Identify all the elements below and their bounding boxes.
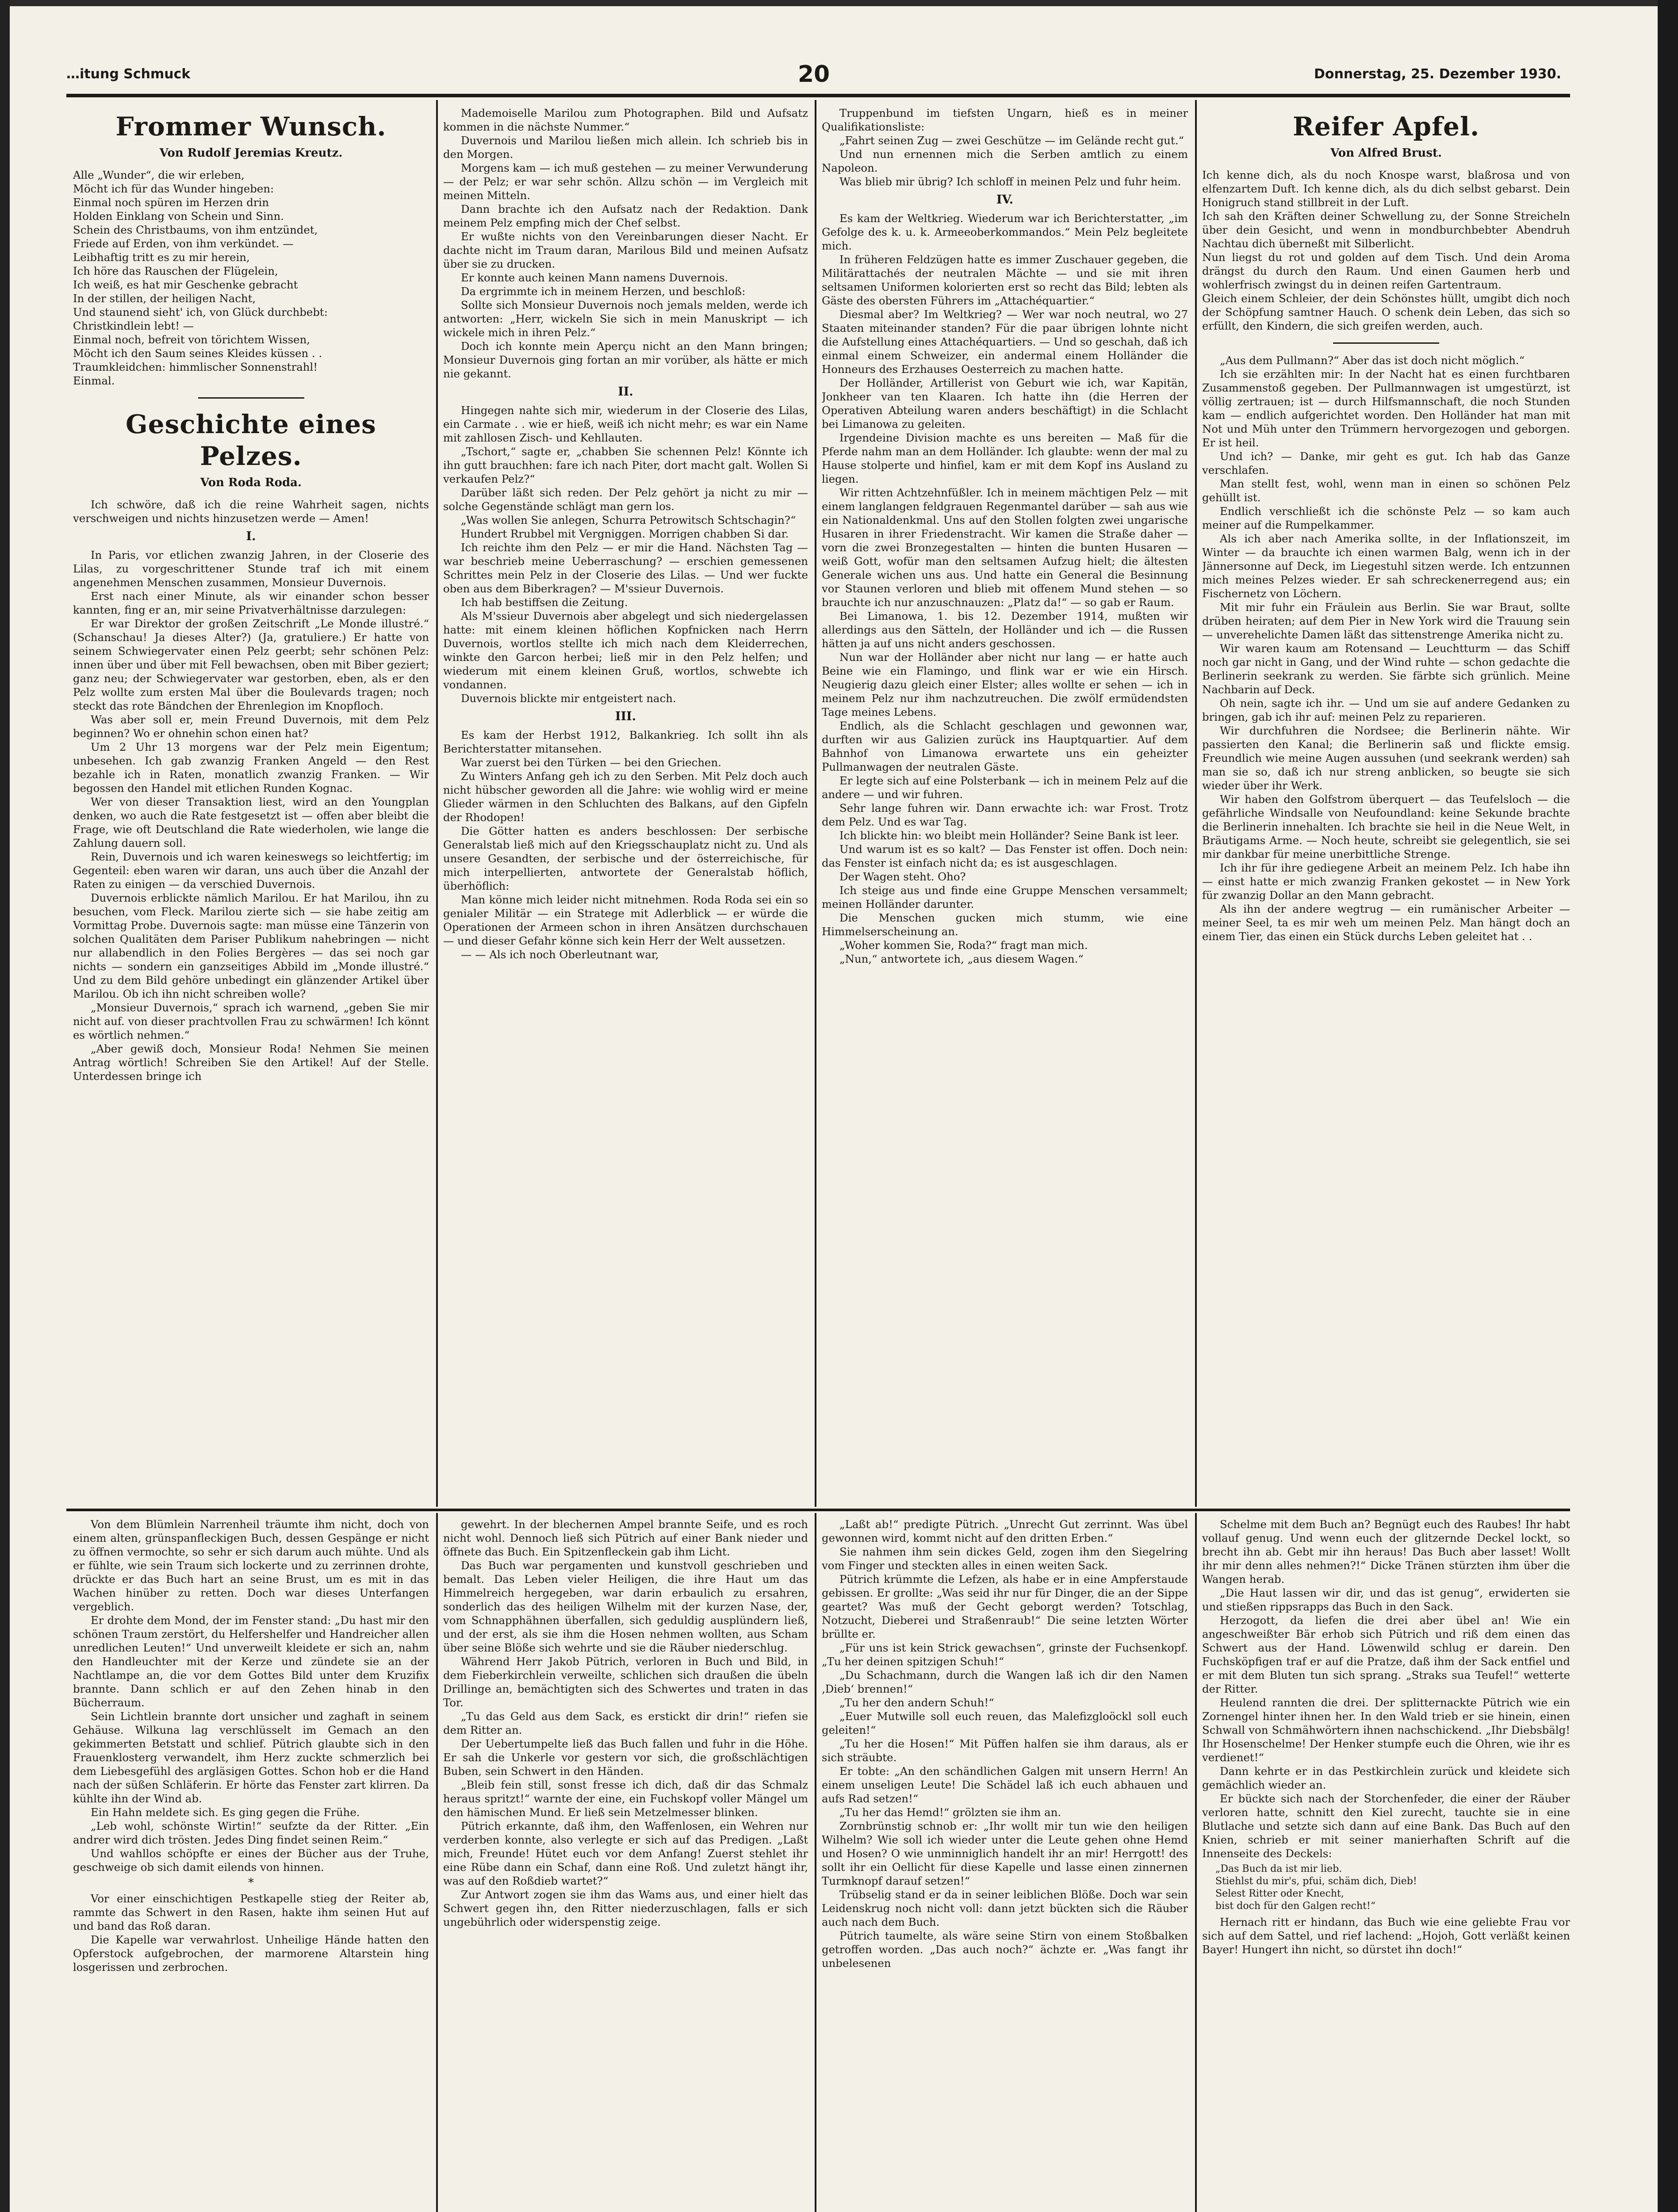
verse-line: „Das Buch da ist mir lieb.: [1215, 1863, 1342, 1874]
column-2: [443, 106, 808, 1504]
paragraph: Er konnte auch keinen Mann namens Duvernois.: [461, 271, 728, 284]
section-star: *: [248, 1876, 254, 1889]
paragraph: Erst nach einer Minute, als wir einander schon besser kannten, fing er an, mir seine Privatverhältnisse darzulegen:: [73, 590, 429, 616]
paragraph: Man stellt fest, wohl, wenn man in einen so schönen Pelz gehüllt ist.: [1202, 477, 1570, 504]
paragraph: Oh nein, sagte ich ihr. — Und um sie auf andere Gedanken zu bringen, gab ich ihr auf: meinen Pelz zu reparieren.: [1202, 697, 1570, 723]
paragraph: Pütrich taumelte, als wäre seine Stirn von einem Stoßbalken getroffen worden. „Das auch noch?“ ächzte er. „Was fangt ihr unbelesenen: [822, 1929, 1188, 1970]
lower-paragraphs: [443, 1517, 808, 1929]
paragraph: Die Menschen gucken mich stumm, wie eine Himmelserscheinung an.: [822, 911, 1188, 938]
column-divider: [1195, 100, 1197, 1507]
paragraph: Morgens kam — ich muß gestehen — zu meiner Verwunderung — der Pelz; er war sehr schön. Allzu schön — im Vergleich mit meinen Mitteln.: [443, 161, 808, 202]
paragraph: „Aus dem Pullmann?“ Aber das ist doch nicht möglich.“: [1220, 354, 1525, 367]
paragraph: Von dem Blümlein Narrenheil träumte ihm nicht, doch von einem alten, grünspanfleckigen Buch, dessen Gespänge er nicht zu öffnen vermochte, so sehr er sich darum auch mühte. Und als er fühlte, wie sein Traum sich lockerte und zu zerrinnen drohte, drückte er das Buch hart an seine Brust, um es mit in das Wachen hinüber zu retten. Doch war dieses Unterfangen vergeblich.: [73, 1518, 429, 1613]
paragraph: Als ich aber nach Amerika sollte, in der Inflationszeit, im Winter — da brauchte ich einen warmen Balg, wenn ich in der Jännersonne auf Deck, im Liegestuhl sitzen werde. Ich entzunnen mich meines Pelzes wieder. Er sah schreckenerregend aus; ein Fischernetz von Löchern.: [1202, 532, 1570, 600]
paragraph: Darüber läßt sich reden. Der Pelz gehört ja nicht zu mir — solche Gegenstände schlägt man gern los.: [443, 486, 808, 513]
paragraph: Da ergrimmte ich in meinem Herzen, und beschloß:: [461, 285, 746, 298]
verse-line: Einmal noch, befreit von törichtem Wissen,: [73, 333, 310, 346]
paragraph: Herzogott, da liefen die drei aber übel an! Wie ein angeschweißter Bär erhob sich Pütrich und riß dem einen das Schwert aus der Hand. Löwenwild schlug er darein. Den Fuchsköpfigen traf er auf die Pratze, daß ihm der Sack entfiel und er mit dem Bluten tun sich sprang. „Straks sua Teufel!“ wetterte der Ritter.: [1202, 1614, 1570, 1695]
paragraph: „Leb wohl, schönste Wirtin!“ seufzte da der Ritter. „Ein andrer wird dich trösten. Jedes Ding findet seinen Reim.“: [73, 1820, 429, 1846]
paragraph: Doch ich konnte mein Aperçu nicht an den Mann bringen; Monsieur Duvernois ging fortan an mir vorüber, als hätte er mich nie gekannt.: [443, 340, 808, 380]
paragraph: „Nun,“ antwortete ich, „aus diesem Wagen.“: [839, 952, 1084, 965]
paragraph: Wir ritten Achtzehnfüßler. Ich in meinem mächtigen Pelz — mit einem langlangen feldgrauen Regenmantel darüber — sah aus wie ein Nationaldenkmal. Uns auf den Stollen folgten zwei ungarische Husaren in ihrer Friedenstracht. Wir kamen die Straße daher — vorn die zwei Bronzegestalten — hinten die bunten Husaren — weiß Gott, wofür man den seltsamen Aufzug hielt; die ältesten Generale wichen uns aus. Und hatte ein General die Besinnung vor Staunen verloren und blieb mit offenem Mund stehen — so brauchte ich nur anzuschnauzen: „Platz da!“ — so gab er Raum.: [822, 486, 1188, 609]
paragraph: Als ihn der andere wegtrug — ein rumänischer Arbeiter — meiner Seel, ta es mir weh um meinen Pelz. Man hängt doch an einem Tier, das einen ein Stück durchs Leben geleitet hat . .: [1202, 902, 1570, 943]
paragraph: Der Holländer, Artillerist von Geburt wie ich, war Kapitän, Jonkheer van ten Klaaren. Ich hatte ihn (die Herren der Operativen Abteilung waren anders beschäftigt) in die Schlacht bei Limanowa zu geleiten.: [822, 376, 1188, 430]
paragraph: In Paris, vor etlichen zwanzig Jahren, in der Closerie des Lilas, zu vorgeschrittener Stunde traf ich mit einem angenehmen Menschen zusammen, Monsieur Duvernois.: [73, 549, 429, 589]
verse-line: Christkindlein lebt! —: [73, 319, 194, 332]
paragraph: Ich ihr für ihre gediegene Arbeit an meinem Pelz. Ich habe ihn — einst hatte er mich zwanzig Franken gekostet — in New York für zwanzig Dollar an den Mann gebracht.: [1202, 861, 1570, 902]
section-number: III.: [615, 710, 636, 723]
paragraph: Zu Winters Anfang geh ich zu den Serben. Mit Pelz doch auch nicht hübscher geworden all die Jahre: wie wohlig wird er meine Glieder wärmen in den Schluchten des Balkans, auf den Gipfeln der Rhodopen!: [443, 770, 808, 824]
lower-paragraphs: [1202, 1915, 1570, 1956]
paragraph: Er drohte dem Mond, der im Fenster stand: „Du hast mir den schönen Traum zerstört, du Helfershelfer und Handreicher allen unredlichen Leuten!“ Und unverweilt kleidete er sich an, nahm den Handleuchter mit der Kerze und zündete sie an der Nachtlampe an, die vor dem Gottes Bild unter dem Kruzifix brannte. Dann schlich er auf den Zehen hinab in den Bücherraum.: [73, 1614, 429, 1709]
verse-line: bist doch für den Galgen recht!“: [1215, 1901, 1376, 1912]
story1-paragraphs: [443, 728, 808, 961]
paragraph: Trübselig stand er da in seiner leiblichen Blöße. Doch war sein Leidenskrug noch nicht voll: dann jetzt bückten sich die Räuber auch nach dem Buch.: [822, 1888, 1188, 1928]
paragraph: Nun war der Holländer aber nicht nur lang — er hatte auch Beine wie ein Flamingo, und flink war er wie ein Hirsch. Neugierig dazu gleich einer Elster; alles wollte er sehen — ich in meinem Pelz nur ihm nachzutreuchen. Die zwölf ermüdendsten Tage meines Lebens.: [822, 651, 1188, 718]
paragraph: Sehr lange fuhren wir. Dann erwachte ich: war Frost. Trotz dem Pelz. Und es war Tag.: [822, 802, 1188, 828]
paragraph: Was aber soll er, mein Freund Duvernois, mit dem Pelz beginnen? Wo er ohnehin schon einen hat?: [73, 713, 429, 740]
story1-paragraphs: [443, 106, 808, 380]
paragraph: Truppenbund im tiefsten Ungarn, hieß es in meiner Qualifikationsliste:: [822, 107, 1188, 133]
section-number: IV.: [996, 193, 1014, 207]
paragraph: „Für uns ist kein Strick gewachsen“, grinste der Fuchsenkopf. „Tu her deinen spitzigen Schuh!“: [822, 1641, 1188, 1668]
paragraph: Hernach ritt er hindann, das Buch wie eine geliebte Frau vor sich auf dem Sattel, und rief lachend: „Hojoh, Gott verläßt keinen Bayer! Hungert ihn nicht, so dürstet ihn doch!“: [1202, 1916, 1570, 1956]
paragraph: Hingegen nahte sich mir, wiederum in der Closerie des Lilas, ein Carmate . . wie er hieß, weiß ich nicht mehr; es war ein Name mit zahllosen Zisch- und Kehllauten.: [443, 404, 808, 444]
paragraph: Wer von dieser Transaktion liest, wird an den Youngplan denken, wo auch die Rate festgesetzt ist — offen aber bleibt die Frage, wie oft Deutschland die Rate wiederholen, wie lange die Zahlung dauern soll.: [73, 795, 429, 849]
paragraph: Bei Limanowa, 1. bis 12. Dezember 1914, mußten wir allerdings aus den Sätteln, der Holländer und ich — die Russen hätten ja auf uns nicht anders geschossen.: [822, 610, 1188, 650]
running-head: [66, 61, 1561, 97]
paragraph: Zur Antwort zogen sie ihm das Wams aus, und einer hielt das Schwert gegen ihn, den Ritter niederzuschlagen, falls er sich ungebührlich oder widerspenstig zeige.: [443, 1888, 808, 1928]
lower-paragraphs: [73, 1517, 429, 1874]
column-1: [73, 106, 429, 1504]
story1-paragraphs: [1202, 353, 1570, 943]
paragraph: „Woher kommen Sie, Roda?“ fragt man mich.: [839, 939, 1088, 952]
paragraph: Duvernois blickte mir entgeistert nach.: [461, 692, 676, 705]
poem-lines: [73, 168, 429, 388]
story2-paragraphs: [1202, 168, 1570, 333]
paragraph: Nun liegst du rot und golden auf dem Tisch. Und dein Aroma drängst du durch den Raum. Und einen Gaumen herb und wohlerfrisch zwingst du in deinen reifen Gartentraum.: [1202, 251, 1570, 291]
paragraph: Mademoiselle Marilou zum Photographen. Bild und Aufsatz kommen in die nächste Nummer.“: [443, 107, 808, 133]
verse-line: Holden Einklang von Schein und Sinn.: [73, 210, 284, 223]
verse-line: Einmal noch spüren im Herzen drin: [73, 196, 269, 209]
scan-edge-top: [0, 0, 1678, 6]
paragraph: Er bückte sich nach der Storchenfeder, die einer der Räuber verloren hatte, schnitt den Kiel zurecht, tauchte sie in eine Blutlache und setzte sich dann auf eine Bank. Das Buch auf den Knien, schrieb er mit seiner manierhaften Schrift auf die Innenseite des Deckels:: [1202, 1792, 1570, 1860]
verse-line: Ich höre das Rauschen der Flügelein,: [73, 265, 278, 277]
paragraph: „Tschort,“ sagte er, „chabben Sie schennen Pelz! Könnte ich ihn gutt brauchhen: fare ich nach Piter, dort macht galt. Wollen Si verkaufen Pelz?“: [443, 445, 808, 485]
paragraph: „Die Haut lassen wir dir, und das ist genug“, erwiderten sie und stießen rippsrapps das Buch in den Sack.: [1202, 1586, 1570, 1613]
issue-date: Donnerstag, 25. Dezember 1930.: [1314, 66, 1561, 82]
paragraph: Wir durchfuhren die Nordsee; die Berlinerin nähte. Wir passierten den Kanal; die Berlinerin saß und flickte emsig. Freundlich wie meine Augen aussuhen (und seekrank werden) sah man sie so, daß ich nur streng anblicken, so beugte sie sich wieder über ihr Werk.: [1202, 724, 1570, 792]
paragraph: „Was wollen Sie anlegen, Schurra Petrowitsch Schtschagin?“: [461, 514, 796, 526]
verse-line: Leibhaftig tritt es zu mir herein,: [73, 251, 250, 264]
scan-edge-left: [0, 0, 10, 2212]
paragraph: Ich sie erzählten mir: In der Nacht hat es einen furchtbaren Zusammenstoß gegeben. Der Pullmannwagen ist umgestürzt, ist völlig zertrauen; ist — durch Hilfsmannschaft, die noch Stunden kam — endlich aufgerichtet worden. Den Holländer hat man mit Not und Müh unter den Trümmern hervorgezogen und geborgen. Er ist heil.: [1202, 368, 1570, 449]
poem-title: Frommer Wunsch.: [115, 111, 387, 142]
story1-paragraphs: [822, 106, 1188, 188]
paragraph: „Tu das Geld aus dem Sack, es erstickt dir drin!“ riefen sie dem Ritter an.: [443, 1710, 808, 1736]
column-divider: [815, 100, 816, 1507]
verse-line: Schein des Christbaums, von ihm entzündet,: [73, 223, 318, 236]
story1-paragraphs: [73, 548, 429, 1083]
verse-line: Einmal.: [73, 374, 115, 387]
paragraph: Pütrich erkannte, daß ihm, den Waffenlosen, ein Wehren nur verderben konnte, also verlegte er sich auf das Predigen. „Laßt mich, Freunde! Hütet euch vor dem Anfang! Zuerst stehlet ihr eine Rübe dann ein Schaf, dann eine Roß. Und zuletzt hängt ihr, was auf den Roßdieb wartet?“: [443, 1820, 808, 1887]
paragraph: Und warum ist es so kalt? — Das Fenster ist offen. Doch nein: das Fenster ist einfach nicht da; es ist ausgeschlagen.: [822, 843, 1188, 869]
paragraph: Dann brachte ich den Aufsatz nach der Redaktion. Dank meinem Pelz empfing mich der Chef selbst.: [443, 203, 808, 229]
paragraph: Die Götter hatten es anders beschlossen: Der serbische Generalstab ließ mich auf den Kriegsschauplatz nicht zu. Und als unsere Gesandten, der serbische und der österreichische, für mich interpellierten, antwortete der Generalstab höflich, überhöflich:: [443, 825, 808, 892]
paragraph: Und wahllos schöpfte er eines der Bücher aus der Truhe, geschweige ob sich damit eilends von hinnen.: [73, 1847, 429, 1874]
paragraph: Sein Lichtlein brannte dort unsicher und zaghaft in seinem Gehäuse. Wilkuna lag verschlüsselt im Gemach an den gekimmerten Betstatt und schlief. Pütrich glaubte sich in den Frauenklosterg verwandelt, ihm Herz zuckte schmerzlich bei dem Liebesgefühl des argläsigen Gottes. Schon hob er die Hand nach der süßen Schläferin. Er hörte das Fenster zart klirren. Da kühlte ihn der Wind ab.: [73, 1710, 429, 1805]
paragraph: Sollte sich Monsieur Duvernois noch jemals melden, werde ich antworten: „Herr, wickeln Sie sich in mein Manuskript — ich wickele mich in ihren Pelz.“: [443, 299, 808, 339]
paragraph: „Fahrt seinen Zug — zwei Geschütze — im Gelände recht gut.“: [839, 134, 1184, 147]
poem-byline: Von Rudolf Jeremias Kreutz.: [159, 146, 343, 160]
paragraph: Er war Direktor der großen Zeitschrift „Le Monde illustré.“ (Schanschau! Ja dieses Alter?) (Ja, gratuliere.) Er hatte von seinem Schwiegervater einen Pelz geerbt; sehr schönen Pelz: innen über und über mit Fell bewachsen, oben mit Biber geziert; ganz neu; der Schwiegervater war gestorben, eben, als er den Pelz wollte zum ersten Mal über die Boulevards tragen; noch steckt das rote Bändchen der Ehrenlegion im Knopfloch.: [73, 617, 429, 712]
paragraph: Vor einer einschichtigen Pestkapelle stieg der Reiter ab, rammte das Schwert in den Rasen, hakte ihm seinen Hut auf und band das Roß daran.: [73, 1892, 429, 1932]
verse-line: Traumkleidchen: himmlischer Sonnenstrahl!: [73, 361, 318, 373]
paragraph: Duvernois und Marilou ließen mich allein. Ich schrieb bis in den Morgen.: [443, 134, 808, 161]
paragraph: „Du Schachmann, durch die Wangen laß ich dir den Namen ‚Dieb‘ brennen!“: [822, 1669, 1188, 1695]
paragraph: Um 2 Uhr 13 morgens war der Pelz mein Eigentum; unbesehen. Ich gab zwanzig Franken Angeld — den Rest bezahle ich in Raten, monatlich zwanzig Franken. — Wir begossen den Handel mit etlichen Runden Kognac.: [73, 741, 429, 795]
paragraph: War zuerst bei den Türken — bei den Griechen.: [461, 756, 721, 769]
paragraph: Irgendeine Division machte es uns bereiten — Maß für die Pferde nahm man an dem Holländer. Ich glaubte: wenn der mal zu Hause stolperte und hinfiel, kam er mit dem Kopf ins Ausland zu liegen.: [822, 431, 1188, 485]
lower-column-4: [1202, 1517, 1570, 2212]
paragraph: Er tobte: „An den schändlichen Galgen mit unsern Herrn! An einem unseligen Leute! Die Schädel laß ich euch abhauen und aufs Rad setzen!“: [822, 1765, 1188, 1805]
lower-column-1: [73, 1517, 429, 2212]
paragraph: „Bleib fein still, sonst fresse ich dich, daß dir das Schmalz heraus spritzt!“ warnte der eine, ein Fuchskopf voller Mängel um den hämischen Mund. Er ließ sein Metzelmesser blinken.: [443, 1778, 808, 1819]
column-divider: [815, 1513, 816, 2212]
paragraph: Ich kenne dich, als du noch Knospe warst, blaßrosa und von elfenzartem Duft. Ich kenne dich, als du dich selbst gebarst. Dein Honigruch stand stillbreit in der Luft.: [1202, 169, 1570, 209]
paragraph: Wir waren kaum am Rotensand — Leuchtturm — das Schiff noch gar nicht in Gang, und der Wind ruhte — schon gedachte die Berlinerin seekrank zu werden. Sie färbte sich grünlich. Meine Nachbarin auf Deck.: [1202, 642, 1570, 696]
paragraph: Ich blickte hin: wo bleibt mein Holländer? Seine Bank ist leer.: [839, 829, 1179, 842]
lower-paragraphs: [822, 1517, 1188, 1970]
story1-intro: Ich schwöre, daß ich die reine Wahrheit sagen, nichts verschweigen und nichts hinzusetzen werde — Amen!: [73, 498, 429, 525]
section-number: II.: [618, 385, 633, 399]
paragraph: Duvernois erblickte nämlich Marilou. Er hat Marilou, ihn zu besuchen, vom Fleck. Marilou zierte sich — sie habe zeitig am Vormittag Probe. Duvernois sagte: man müsse eine Tänzerin von solchen Qualitäten dem Pariser Publikum nahebringen — nicht nur allabendlich in den Folies Bergères — das sei noch gar nichts — sondern ein ganzseitiges Abbild im „Monde illustré.“ Und zu dem Bild gehöre unbedingt ein glänzender Artikel über Marilou. Ob ich ihn nicht schreiben wolle?: [73, 891, 429, 1000]
scan-edge-right: [1658, 0, 1678, 2212]
paragraph: Es kam der Herbst 1912, Balkankrieg. Ich sollt ihn als Berichterstatter mitansehen.: [443, 729, 808, 755]
section-divider: [66, 1509, 1570, 1511]
paragraph: Pütrich krümmte die Lefzen, als habe er in eine Ampferstaude gebissen. Er grollte: „Was seid ihr nur für Dinger, die an der Sippe geartet? Was muß der Gecht geborgt werden? Totschlag, Notzucht, Dieberei und Straßenraub!“ Die seine letzten Wörter brüllte er.: [822, 1573, 1188, 1640]
verse-line: Stiehlst du mir's, pfui, schäm dich, Dieb!: [1215, 1876, 1417, 1887]
lower-column-2: [443, 1517, 808, 2212]
paragraph: „Euer Mutwille soll euch reuen, das Malefizgloöckl soll euch geleiten!“: [822, 1710, 1188, 1736]
paragraph: Ich hab bestiffsen die Zeitung.: [461, 596, 628, 609]
paragraph: Und ich? — Danke, mir geht es gut. Ich hab das Ganze verschlafen.: [1202, 450, 1570, 476]
paragraph: Mit mir fuhr ein Fräulein aus Berlin. Sie war Braut, sollte drüben heiraten; auf dem Pier in New York wird die Trauung sein — unverehelichte Damen läßt das sittenstrenge Amerika nicht zu.: [1202, 601, 1570, 641]
story2-title: Reifer Apfel.: [1292, 111, 1480, 142]
paragraph: Und nun ernennen mich die Serben amtlich zu einem Napoleon.: [822, 148, 1188, 174]
verse-line: Und staunend sieht' ich, von Glück durchbebt:: [73, 306, 328, 319]
paragraph: Hundert Rrubbel mit Vergniggen. Morrigen chabben Si dar.: [461, 527, 789, 540]
page-number: 20: [797, 61, 830, 88]
verse-line: Möcht ich für das Wunder hingeben:: [73, 182, 274, 195]
paragraph: gewehrt. In der blechernen Ampel brannte Seife, und es roch nicht wohl. Dennoch ließ sich Pütrich auf einer Bank nieder und öffnete das Buch. Ein Spitzenfleckein gab ihm Licht.: [443, 1518, 808, 1558]
story1-paragraphs: [443, 403, 808, 705]
paragraph: Die Kapelle war verwahrlost. Unheilige Hände hatten den Opferstock aufgebrochen, der marmorene Altarstein hing losgerissen und zerbrochen.: [73, 1933, 429, 1974]
story1-byline: Von Roda Roda.: [200, 476, 302, 489]
paragraph: Während Herr Jakob Pütrich, verloren in Buch und Bild, in dem Fieberkirchlein verweilte, schlichen sich draußen die übeln Drillinge an, bemächtigten sich des Schwertes und traten in das Tor.: [443, 1655, 808, 1709]
verse-line: Ich weiß, es hat mir Geschenke gebracht: [73, 278, 298, 291]
paragraph: Endlich, als die Schlacht geschlagen und gewonnen war, durften wir aus Galizien zurück ins Hauptquartier. Auf dem Bahnhof von Limanowa erwartete uns ein geheizter Pullmanwagen der neutralen Gäste.: [822, 719, 1188, 773]
paragraph: — — Als ich noch Oberleutnant war,: [461, 948, 659, 961]
paragraph: Heulend rannten die drei. Der splitternackte Pütrich wie ein Zornengel hinter ihnen her. In den Wald trieb er sie hinein, einen Schwall von Schmähwörtern ihnen nachschickend. „Ihr Diebsbälg! Ihr Hosenschelme! Der Henker stumpfe euch die Ohren, wie ihr es verdienet!“: [1202, 1696, 1570, 1764]
paragraph: Was blieb mir übrig? Ich schloff in meinen Pelz und fuhr heim.: [839, 175, 1181, 188]
paragraph: Das Buch war pergamenten und kunstvoll geschrieben und bemalt. Das Leben vieler Heiligen, die ihre Haut um das Himmelreich hergegeben, war darin erbaulich zu ersahren, sonderlich das des heiligen Wilhelm mit der kurzen Nase, der, vom Schnapphähnen überfallen, sich geduldig ausplündern ließ, und der erst, als sie ihm die Hosen nehmen wollten, aus Scham über seine Blöße sich wehrte und sie die Räuber niederschlug.: [443, 1559, 808, 1654]
verse-line: In der stillen, der heiligen Nacht,: [73, 292, 256, 305]
paragraph: Man könne mich leider nicht mitnehmen. Roda Roda sei ein so genialer Militär — ein Stratege mit Adlerblick — er würde die Operationen der Armeen schon in ihren Ansätzen durchschauen — und dieser Gefahr könne sich kein Herr der Welt aussetzen.: [443, 893, 808, 947]
inscription-verse: [1202, 1863, 1570, 1912]
paragraph: Dann kehrte er in das Pestkirchlein zurück und kleidete sich gemächlich wieder an.: [1202, 1765, 1570, 1791]
verse-line: Selest Ritter oder Knecht,: [1215, 1888, 1344, 1899]
paragraph: Schelme mit dem Buch an? Begnügt euch des Raubes! Ihr habt vollauf genug. Und wenn euch der glitzernde Deckel lockt, so brecht ihn ab. Gebt mir ihn heraus! Das Buch aber lasset! Wollt ihr mir denn alles nehmen?!“ Dicke Tränen stürzten ihm über die Wangen herab.: [1202, 1518, 1570, 1586]
section-number: I.: [246, 530, 256, 543]
paragraph: Er legte sich auf eine Polsterbank — ich in meinem Pelz auf die andere — und wir fuhren.: [822, 774, 1188, 801]
paragraph: „Tu her das Hemd!“ grölzten sie ihm an.: [839, 1806, 1061, 1819]
paragraph: Er wußte nichts von den Vereinbarungen dieser Nacht. Er dachte nicht im Traum daran, Marilous Bild und meinen Aufsatz über sie zu drucken.: [443, 230, 808, 270]
column-divider: [436, 1513, 438, 2212]
paragraph: Ich reichte ihm den Pelz — er mir die Hand. Nächsten Tag — war beschrieb meine Ueberraschung? — erschien gemessenen Schrittes mein Pelz in der Closerie des Lilas. — Und wer fuckte oben aus dem Biberkragen? — M'ssieur Duvernois.: [443, 541, 808, 595]
paragraph: Zornbrünstig schnob er: „Ihr wollt mir tun wie den heiligen Wilhelm? Wie soll ich wieder unter die Leute gehen ohne Hemd und Hosen? O wie unminniglich handelt ihr an mir! Herrgott! des sollt ihr ein Oellicht für diese Kapelle und lasse einen zinnernen Turmknopf darauf setzen!“: [822, 1820, 1188, 1887]
paragraph: Ein Hahn meldete sich. Es ging gegen die Frühe.: [91, 1806, 360, 1819]
paragraph: Ich steige aus und finde eine Gruppe Menschen versammelt; meinen Holländer darunter.: [822, 884, 1188, 910]
paragraph: „Monsieur Duvernois,“ sprach ich warnend, „geben Sie mir nicht auf. von dieser prachtvollen Frau zu schwärmen! Ich könnt es wörtlich nehmen.“: [73, 1001, 429, 1041]
paragraph: Sie nahmen ihm sein dickes Geld, zogen ihm den Siegelring vom Finger und steckten alles in einen weiten Sack.: [822, 1545, 1188, 1572]
paragraph: In früheren Feldzügen hatte es immer Zuschauer gegeben, die Militärattachés der neutralen Mächte — und sie mit ihren seltsamen Uniformen kolorierten erst so recht das Bild; lebten als Gäste des obersten Führers im „Attachéquartier.“: [822, 253, 1188, 307]
verse-line: Friede auf Erden, von ihm verkündet. —: [73, 237, 294, 250]
paragraph: Endlich verschließt ich die schönste Pelz — so kam auch meiner auf die Rumpelkammer.: [1202, 505, 1570, 531]
verse-line: Möcht ich den Saum seines Kleides küssen . .: [73, 347, 322, 360]
story2-byline: Von Alfred Brust.: [1330, 146, 1442, 160]
lower-paragraphs: [1202, 1517, 1570, 1860]
verse-line: Alle „Wunder“, die wir erleben,: [73, 169, 245, 181]
lower-column-3: [822, 1517, 1188, 2212]
header-rule: [66, 94, 1570, 97]
paragraph: Der Wagen steht. Oho?: [839, 870, 966, 883]
paragraph: „Laßt ab!“ predigte Pütrich. „Unrecht Gut zerrinnt. Was übel gewonnen wird, kommt nicht auf den dritten Erben.“: [822, 1518, 1188, 1544]
paragraph: Gleich einem Schleier, der dein Schönstes hüllt, umgibt dich noch der Schöpfung samtner Hauch. O schenk dein Leben, das sich so erfüllt, den Kindern, die sich greifen werden, auch.: [1202, 292, 1570, 332]
column-divider: [1195, 1513, 1197, 2212]
paragraph: „Tu her den andern Schuh!“: [839, 1696, 994, 1709]
article-separator: [198, 397, 304, 399]
article-separator: [1333, 342, 1439, 344]
paragraph: Rein, Duvernois und ich waren keineswegs so leichtfertig; im Gegenteil: eben waren wir daran, uns auch über die Anzahl der Raten zu einigen — da verschied Duvernois.: [73, 850, 429, 891]
paragraph: Wir haben den Golfstrom überquert — das Teufelsloch — die gefährliche Windsalle von Neufoundland: keine Sekunde brachte die Berlinerin innehalten. Ich brachte sie heil in die Neue Welt, in Bräutigams Arme. — Noch heute, schreibt sie gelegentlich, sie sei mir dankbar für meine unerbittliche Strenge.: [1202, 793, 1570, 860]
paragraph: Als M'ssieur Duvernois aber abgelegt und sich niedergelassen hatte: mit einem kleinen höflichen Kopfnicken nach Herrn Duvernois, wortlos stellte ich mich nach dem Kleiderrechen, winkte den Garcon herbei; ließ mir in den Pelz helfen; und wiederum mit einem kleinen Gruß, wortlos, schwebte ich vondannen.: [443, 610, 808, 691]
newspaper-name: …itung Schmuck: [66, 66, 191, 82]
story1-paragraphs: [822, 211, 1188, 966]
column-4: [1202, 106, 1570, 1504]
story1-title: Geschichte eines Pelzes.: [126, 409, 376, 471]
paragraph: „Tu her die Hosen!“ Mit Püffen halfen sie ihm daraus, als er sich sträubte.: [822, 1737, 1188, 1764]
column-3: [822, 106, 1188, 1504]
paragraph: Der Uebertumpelte ließ das Buch fallen und fuhr in die Höhe. Er sah die Unkerle vor gestern vor sich, die großschlächtigen Buben, sein Schwert in den Händen.: [443, 1737, 808, 1778]
paragraph: Ich sah den Kräften deiner Schwellung zu, der Sonne Streicheln über dein Gesicht, und wenn in mondburchbebter Abendruh Nachtau dich überneßt mit Silberlicht.: [1202, 210, 1570, 250]
paragraph: „Aber gewiß doch, Monsieur Roda! Nehmen Sie meinen Antrag wörtlich! Schreiben Sie den Artikel! Auf der Stelle. Unterdessen bringe ich: [73, 1042, 429, 1083]
paragraph: Diesmal aber? Im Weltkrieg? — Wer war noch neutral, wo 27 Staaten miteinander standen? Für die paar übrigen lohnte nicht die Aufstellung eines Attachéquartiers. — Und so geschah, daß ich einmal einem Schweizer, ein andermal einem Holländer die Honneurs des Erzhauses Oesterreich zu machen hatte.: [822, 308, 1188, 376]
column-divider: [436, 100, 438, 1507]
paragraph: Es kam der Weltkrieg. Wiederum war ich Berichterstatter, „im Gefolge des k. u. k. Armeeoberkommandos.“ Mein Pelz begleitete mich.: [822, 212, 1188, 252]
lower-paragraphs: [73, 1892, 429, 1974]
